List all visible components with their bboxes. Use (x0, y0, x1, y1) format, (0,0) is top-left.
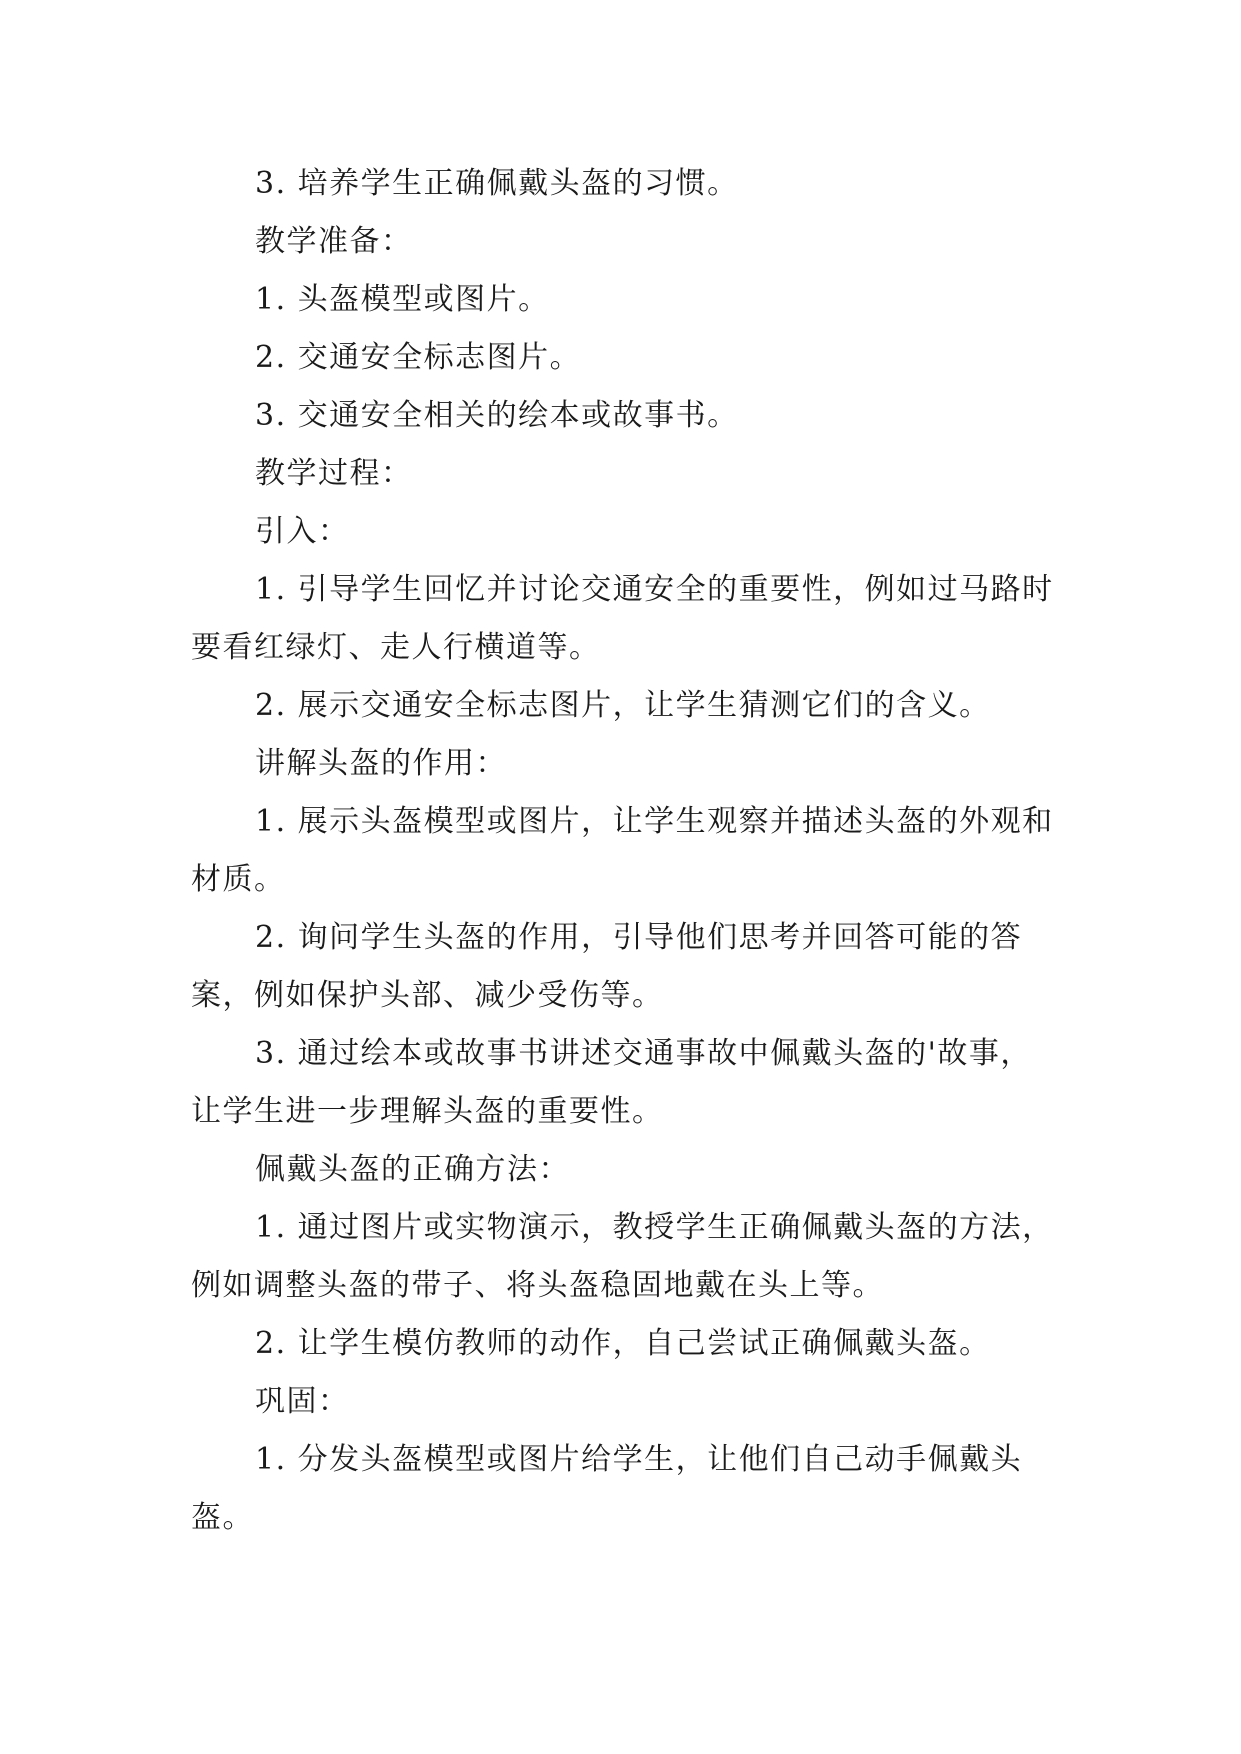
preparation-item-1: 1. 头盔模型或图片。 (255, 282, 550, 317)
subheading-helmet-function: 讲解头盔的作用： (255, 746, 507, 781)
subheading-consolidation: 巩固： (255, 1384, 350, 1419)
preparation-item-2: 2. 交通安全标志图片。 (255, 340, 582, 375)
section-heading-process: 教学过程： (255, 456, 413, 491)
preparation-item-3: 3. 交通安全相关的绘本或故事书。 (255, 398, 739, 433)
subheading-introduction: 引入： (255, 514, 350, 549)
subheading-wearing-method: 佩戴头盔的正确方法： (255, 1152, 570, 1187)
helmet-function-item-1: 1. 展示头盔模型或图片，让学生观察并描述头盔的外观和材质。 (191, 804, 1054, 897)
introduction-item-1: 1. 引导学生回忆并讨论交通安全的重要性，例如过马路时要看红绿灯、走人行横道等。 (191, 572, 1054, 665)
section-heading-preparation: 教学准备： (255, 224, 413, 259)
introduction-item-2: 2. 展示交通安全标志图片，让学生猜测它们的含义。 (255, 688, 991, 723)
helmet-function-item-3: 3. 通过绘本或故事书讲述交通事故中佩戴头盔的'故事，让学生进一步理解头盔的重要性。 (191, 1036, 1032, 1129)
document-body (191, 155, 1061, 1547)
wearing-method-item-2: 2. 让学生模仿教师的动作，自己尝试正确佩戴头盔。 (255, 1326, 991, 1361)
goal-item-3: 3. 培养学生正确佩戴头盔的习惯。 (255, 166, 739, 201)
wearing-method-item-1: 1. 通过图片或实物演示，教授学生正确佩戴头盔的方法，例如调整头盔的带子、将头盔稳固地戴在头上等。 (191, 1210, 1054, 1303)
consolidation-item-1: 1. 分发头盔模型或图片给学生，让他们自己动手佩戴头盔。 (191, 1442, 1023, 1535)
helmet-function-item-2: 2. 询问学生头盔的作用，引导他们思考并回答可能的答案，例如保护头部、减少受伤等。 (191, 920, 1023, 1013)
